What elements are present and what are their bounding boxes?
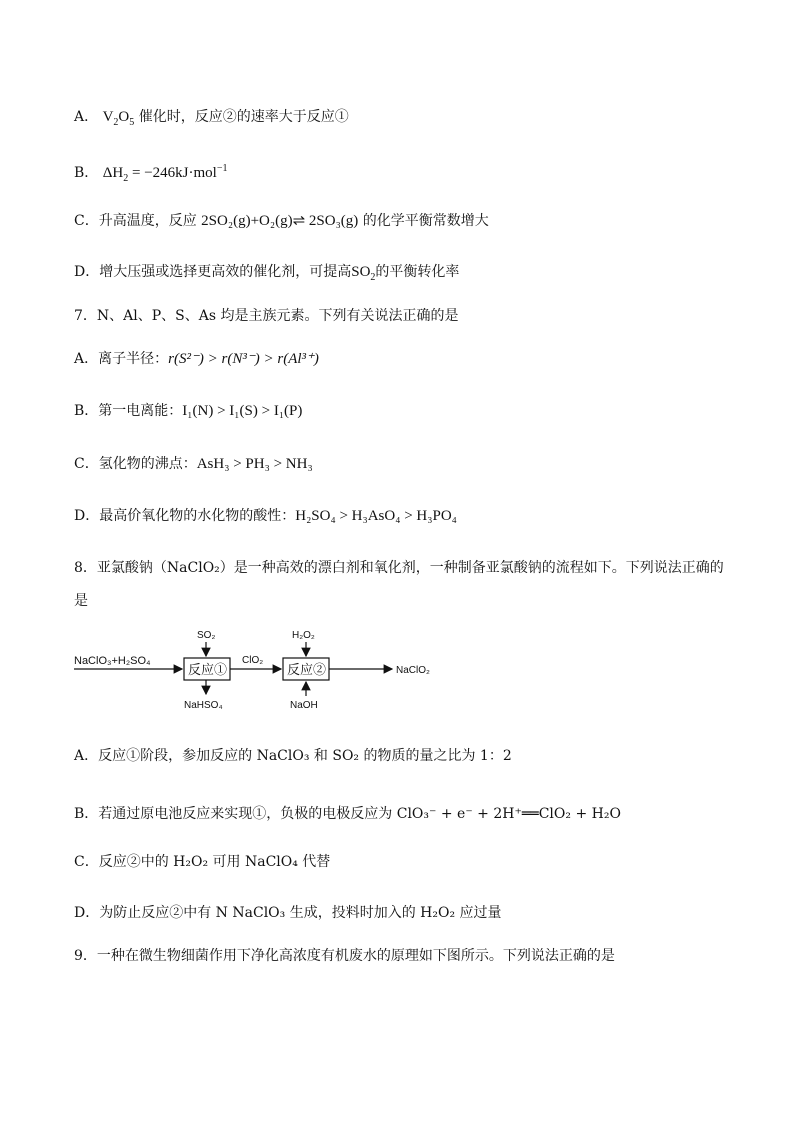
flow-top-1: SO₂ [197, 630, 216, 641]
flow-output: NaClO₂ [396, 665, 430, 676]
flow-bottom-1: NaHSO₄ [184, 700, 223, 711]
q8-option-d: D．为防止反应②中有 N NaClO₃ 生成，投料时加入的 H₂O₂ 应过量 [74, 905, 502, 921]
q8-option-a: A．反应①阶段，参加反应的 NaClO₃ 和 SO₂ 的物质的量之比为 1：2 [74, 748, 512, 764]
q6-option-b: B． $\Delta H_2 = -246kJ\cdot mol^{-1}$ [74, 163, 228, 184]
q7-stem: 7．N、Al、P、S、As 均是主族元素。下列有关说法正确的是 [74, 308, 459, 324]
q6-option-d: D．增大压强或选择更高效的催化剂，可提高$SO_2$的平衡转化率 [74, 264, 460, 283]
q8-option-c: C．反应②中的 H₂O₂ 可用 NaClO₄ 代替 [74, 854, 331, 870]
q8-stem-line2: 是 [74, 593, 88, 609]
flow-mid: ClO₂ [242, 655, 264, 666]
q7-option-b: B．第一电离能：I₁(N) > I₁(S) > I₁(P) [74, 403, 303, 419]
flow-diagram [66, 622, 446, 717]
flow-box-2-label: 反应② [287, 662, 327, 677]
q9-stem: 9．一种在微生物细菌作用下净化高浓度有机废水的原理如下图所示。下列说法正确的是 [74, 948, 615, 964]
q8-stem-line1: 8．亚氯酸钠（NaClO₂）是一种高效的漂白剂和氧化剂，一种制备亚氯酸钠的流程如下。下列说法正确的 [74, 560, 724, 576]
flow-bottom-2: NaOH [290, 700, 318, 711]
flow-box-1-label: 反应① [188, 662, 228, 677]
flow-input: NaClO₃+H₂SO₄ [74, 655, 151, 667]
q7-option-d: D．最高价氧化物的水化物的酸性：H₂SO₄ > H₃AsO₄ > H₃PO₄ [74, 508, 457, 524]
q7-option-a: A．离子半径：r(S²⁻) > r(N³⁻) > r(Al³⁺) [74, 351, 319, 367]
q6-option-a: A． $V_2O_5$ 催化时，反应②的速率大于反应① [74, 109, 349, 128]
q7-option-c: C．氢化物的沸点：AsH₃ > PH₃ > NH₃ [74, 456, 313, 472]
flow-top-2: H₂O₂ [292, 630, 315, 641]
q8-option-b: B．若通过原电池反应来实现①，负极的电极反应为 ClO₃⁻ + e⁻ + 2H⁺══ClO₂ + H₂O [74, 806, 621, 822]
q6-option-c: C．升高温度，反应 2SO₂(g)+O₂(g)⇌ 2SO₃(g) 的化学平衡常数增大 [74, 213, 489, 229]
